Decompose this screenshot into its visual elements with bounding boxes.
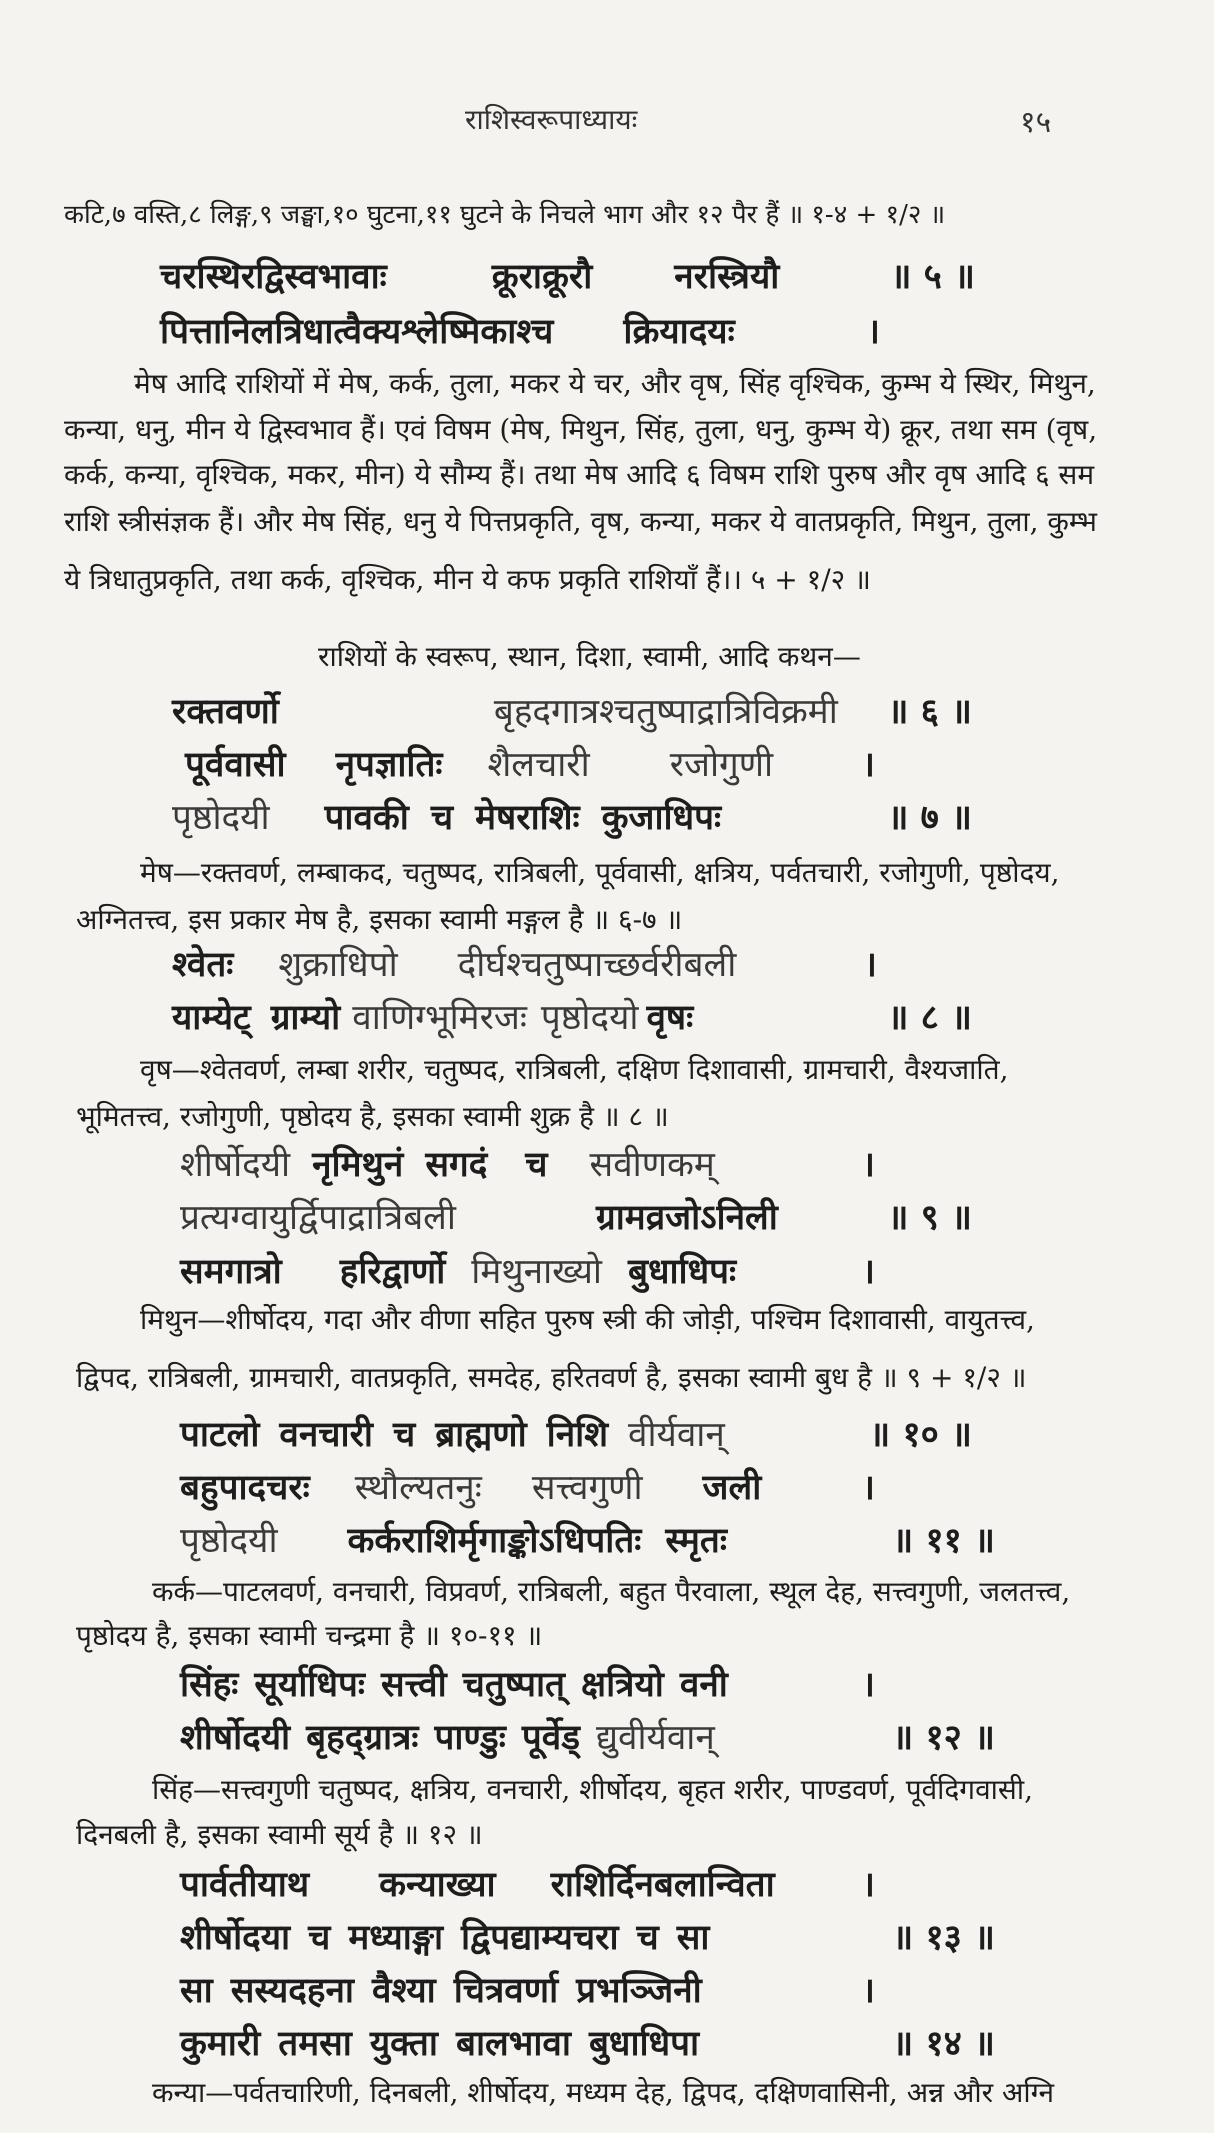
prose-line: पृष्ठोदय है, इसका स्वामी चन्द्रमा है ॥ १०-११ ॥ xyxy=(76,1619,543,1652)
verse-word: वनचारी xyxy=(279,1414,373,1455)
verse-line xyxy=(172,687,972,734)
prose-line: राशि स्त्रीसंज्ञक हैं। और मेष सिंह, धनु ये पित्तप्रकृति, वृष, कन्या, मकर ये वातप्रकृति, मिथुन, तुला, कुम्भ xyxy=(64,505,1097,538)
verse-word: शुक्राधिपो xyxy=(278,945,398,985)
prose-line: सिंह—सत्त्वगुणी चतुष्पद, क्षत्रिय, वनचारी, शीर्षोदय, बृहत शरीर, पाण्डवर्ण, पूर्वदिगवासी, xyxy=(152,1773,1033,1806)
verse-word: पित्तानिलत्रिधात्वैक्यश्लेष्मिकाश्च xyxy=(160,311,554,352)
verse-word: सत्त्वगुणी xyxy=(531,1468,643,1508)
prose-line: कन्या, धनु, मीन ये द्विस्वभाव हैं। एवं विषम (मेष, मिथुन, सिंह, तुला, धनु, कुम्भ ये) क्रूर, तथा सम (वृष, xyxy=(64,413,1098,446)
verse-line xyxy=(180,1247,875,1294)
verse-word: कुजाधिपः xyxy=(601,797,722,838)
verse-word: वैश्या xyxy=(371,1970,436,2011)
verse-word: चित्रवर्णा xyxy=(453,1970,559,2011)
verse-line xyxy=(172,940,877,987)
verse-word: बहुपादचरः xyxy=(180,1467,310,1508)
verse-word: कन्याख्या xyxy=(379,1864,496,1905)
verse-number: । xyxy=(861,744,875,785)
verse-word: ब्राह्मणो xyxy=(435,1414,527,1455)
verse-word: याम्येट् xyxy=(172,997,251,1038)
verse-number: ॥ १२ ॥ xyxy=(892,1717,995,1758)
verse-number: । xyxy=(861,1467,875,1508)
verse-word: च xyxy=(525,1144,548,1185)
verse-word: शीर्षोदयी xyxy=(180,1145,291,1185)
verse-word: सा xyxy=(676,1917,710,1958)
verse-word: सिंहः xyxy=(180,1664,239,1705)
verse-word: शैलचारी xyxy=(487,745,590,785)
verse-line xyxy=(180,1193,972,1240)
verse-word: राशिर्दिनबलान्विता xyxy=(550,1864,775,1905)
verse-line xyxy=(180,1860,875,1907)
prose-line: कटि,७ वस्ति,८ लिङ्ग,९ जङ्घा,१० घुटना,११ घुटने के निचले भाग और १२ पैर हैं ॥ १-४ + १/२ ॥ xyxy=(64,200,946,230)
verse-line xyxy=(180,1660,875,1707)
verse-word: कर्कराशिर्मृगाङ्कोऽधिपतिः xyxy=(347,1520,642,1561)
verse-word: चरस्थिरद्विस्वभावाः xyxy=(160,256,387,297)
verse-word: शीर्षोदया xyxy=(180,1917,291,1958)
verse-word: च xyxy=(430,797,454,838)
verse-word: ग्राम्यो xyxy=(270,997,341,1038)
verse-line xyxy=(180,1140,875,1187)
section-heading: राशियों के स्वरूप, स्थान, दिशा, स्वामी, आदि कथन— xyxy=(318,640,861,673)
verse-number: । xyxy=(861,1864,875,1905)
verse-number: ॥ ९ ॥ xyxy=(887,1197,972,1238)
page-number: १५ xyxy=(1020,105,1052,140)
verse-line xyxy=(180,1463,875,1510)
verse-word: मध्याङ्गा xyxy=(348,1917,444,1958)
verse-word: हरिद्वार्णो xyxy=(339,1251,446,1292)
chapter-title: राशिस्वरूपाध्यायः xyxy=(465,103,638,136)
prose-line: द्विपद, रात्रिबली, ग्रामचारी, वातप्रकृति, समदेह, हरितवर्ण है, इसका स्वामी बुध है ॥ ९ + १/२ ॥ xyxy=(76,1361,1027,1394)
verse-word: क्रियादयः xyxy=(623,311,735,352)
verse-line xyxy=(180,1966,875,2013)
verse-word: बृहद्ग्रात्रः xyxy=(306,1717,419,1758)
verse-number: ॥ ११ ॥ xyxy=(892,1520,995,1561)
verse-word: पृष्ठोदयो xyxy=(540,998,639,1038)
verse-word: सा xyxy=(180,1970,213,2011)
prose-line: भूमितत्त्व, रजोगुणी, पृष्ठोदय है, इसका स्वामी शुक्र है ॥ ८ ॥ xyxy=(76,1100,669,1133)
verse-word: पृष्ठोदयी xyxy=(180,1521,278,1561)
verse-word: वीर्यवान् xyxy=(628,1415,725,1455)
verse-word: पूर्ववासी xyxy=(185,744,286,785)
verse-word: दीर्घश्चतुष्पाच्छर्वरीबली xyxy=(457,945,737,985)
verse-word: वृषः xyxy=(646,997,694,1038)
verse-word: पाण्डुः xyxy=(434,1717,506,1758)
verse-word: क्रूराक्रूरौ xyxy=(491,256,593,297)
verse-number: ॥ १० ॥ xyxy=(869,1414,972,1455)
verse-number: । xyxy=(861,1970,875,2011)
prose-line: कर्क—पाटलवर्ण, वनचारी, विप्रवर्ण, रात्रिबली, बहुत पैरवाला, स्थूल देह, सत्त्वगुणी, जलतत्त्व, xyxy=(152,1575,1071,1608)
verse-line xyxy=(160,252,975,299)
verse-number: । xyxy=(861,1251,875,1292)
verse-number: ॥ ८ ॥ xyxy=(887,997,972,1038)
verse-word: वनी xyxy=(679,1664,728,1705)
verse-word: स्थौल्यतनुः xyxy=(354,1468,482,1508)
prose-line: दिनबली है, इसका स्वामी सूर्य है ॥ १२ ॥ xyxy=(76,1818,483,1851)
verse-word: सवीणकम् xyxy=(589,1145,715,1185)
prose-line: कन्या—पर्वतचारिणी, दिनबली, शीर्षोदय, मध्यम देह, द्विपद, दक्षिणवासिनी, अन्न और अग्नि xyxy=(152,2076,1054,2109)
verse-word: च xyxy=(392,1414,416,1455)
verse-word: सगदं xyxy=(425,1144,488,1185)
prose-line: मेष—रक्तवर्ण, लम्बाकद, चतुष्पद, रात्रिबली, पूर्ववासी, क्षत्रिय, पर्वतचारी, रजोगुणी, पृष्ठोदय, xyxy=(140,856,1060,889)
verse-number: ॥ ७ ॥ xyxy=(887,797,972,838)
verse-word: पूर्वेड् xyxy=(521,1717,580,1758)
verse-word: सत्त्वी xyxy=(380,1664,447,1705)
verse-word: कुमारी xyxy=(180,2023,261,2064)
verse-word: सस्यदहना xyxy=(230,1970,354,2011)
verse-number: ॥ १३ ॥ xyxy=(892,1917,995,1958)
verse-word: नृमिथुनं xyxy=(312,1144,404,1185)
verse-word: श्वेतः xyxy=(172,944,234,985)
verse-word: सूर्याधिपः xyxy=(254,1664,365,1705)
verse-number: । xyxy=(861,1664,875,1705)
verse-word: पावकी xyxy=(324,797,409,838)
verse-word: द्विपद्याम्यचरा xyxy=(461,1917,619,1958)
verse-line xyxy=(180,1913,995,1960)
verse-word: स्मृतः xyxy=(665,1520,727,1561)
verse-line xyxy=(185,740,875,787)
verse-word: रक्तवर्णो xyxy=(172,691,279,732)
verse-number: । xyxy=(866,311,880,352)
verse-word: पार्वतीयाथ xyxy=(180,1864,310,1905)
verse-word: पाटलो xyxy=(180,1414,260,1455)
verse-line xyxy=(180,2019,995,2066)
verse-word: पृष्ठोदयी xyxy=(172,798,270,838)
prose-line: कर्क, कन्या, वृश्चिक, मकर, मीन) ये सौम्य हैं। तथा मेष आदि ६ विषम राशि पुरुष और वृष आदि ६ सम xyxy=(64,458,1095,491)
verse-number: । xyxy=(861,1144,875,1185)
prose-line: वृष—श्वेतवर्ण, लम्बा शरीर, चतुष्पद, रात्रिबली, दक्षिण दिशावासी, ग्रामचारी, वैश्यजाति, xyxy=(140,1053,1009,1086)
verse-word: चतुष्पात् xyxy=(462,1664,566,1705)
verse-word: प्रत्यग्वायुर्द्विपाद्रात्रिबली xyxy=(180,1198,456,1238)
verse-number: ॥ १४ ॥ xyxy=(892,2023,995,2064)
verse-word: शीर्षोदयी xyxy=(180,1717,291,1758)
verse-word: प्रभञ्जिनी xyxy=(576,1970,702,2011)
page-header xyxy=(0,100,1214,140)
verse-word: निशि xyxy=(546,1414,609,1455)
verse-line xyxy=(172,993,972,1040)
verse-number: । xyxy=(863,944,877,985)
verse-word: जली xyxy=(702,1467,762,1508)
verse-word: रजोगुणी xyxy=(669,745,774,785)
verse-line xyxy=(180,1516,995,1563)
verse-line xyxy=(180,1713,995,1760)
verse-number: ॥ ५ ॥ xyxy=(890,256,975,297)
verse-word: युक्ता xyxy=(369,2023,438,2064)
verse-word: च xyxy=(308,1917,331,1958)
verse-word: वाणिग्भूमिरजः xyxy=(352,998,527,1038)
verse-line xyxy=(160,307,880,354)
verse-line xyxy=(172,793,972,840)
verse-word: नृपज्ञातिः xyxy=(335,744,443,785)
verse-word: बालभावा xyxy=(455,2023,571,2064)
prose-line: ये त्रिधातुप्रकृति, तथा कर्क, वृश्चिक, मीन ये कफ प्रकृति राशियाँ हैं।। ५ + १/२ ॥ xyxy=(64,563,871,596)
verse-word: बुधाधिपा xyxy=(588,2023,700,2064)
prose-line: मिथुन—शीर्षोदय, गदा और वीणा सहित पुरुष स्त्री की जोड़ी, पश्चिम दिशावासी, वायुतत्त्व, xyxy=(140,1303,1035,1336)
verse-word: मिथुनाख्यो xyxy=(471,1252,602,1292)
verse-word: द्युवीर्यवान् xyxy=(595,1718,715,1758)
verse-word: मेषराशिः xyxy=(475,797,580,838)
verse-line xyxy=(180,1410,972,1457)
prose-line: मेष आदि राशियों में मेष, कर्क, तुला, मकर ये चर, और वृष, सिंह वृश्चिक, कुम्भ ये स्थिर, मिथुन, xyxy=(134,367,1096,400)
verse-word: क्षत्रियो xyxy=(581,1664,664,1705)
prose-line: अग्नितत्त्व, इस प्रकार मेष है, इसका स्वामी मङ्गल है ॥ ६-७ ॥ xyxy=(76,903,683,936)
verse-word: नरस्त्रियौ xyxy=(674,256,780,297)
verse-word: समगात्रो xyxy=(180,1251,282,1292)
verse-word: बृहदगात्रश्चतुष्पाद्रात्रिविक्रमी xyxy=(493,692,838,732)
verse-word: ग्रामव्रजोऽनिली xyxy=(595,1197,778,1238)
verse-word: बुधाधिपः xyxy=(627,1251,737,1292)
verse-word: तमसा xyxy=(278,2023,352,2064)
verse-word: च xyxy=(636,1917,659,1958)
verse-number: ॥ ६ ॥ xyxy=(887,691,972,732)
